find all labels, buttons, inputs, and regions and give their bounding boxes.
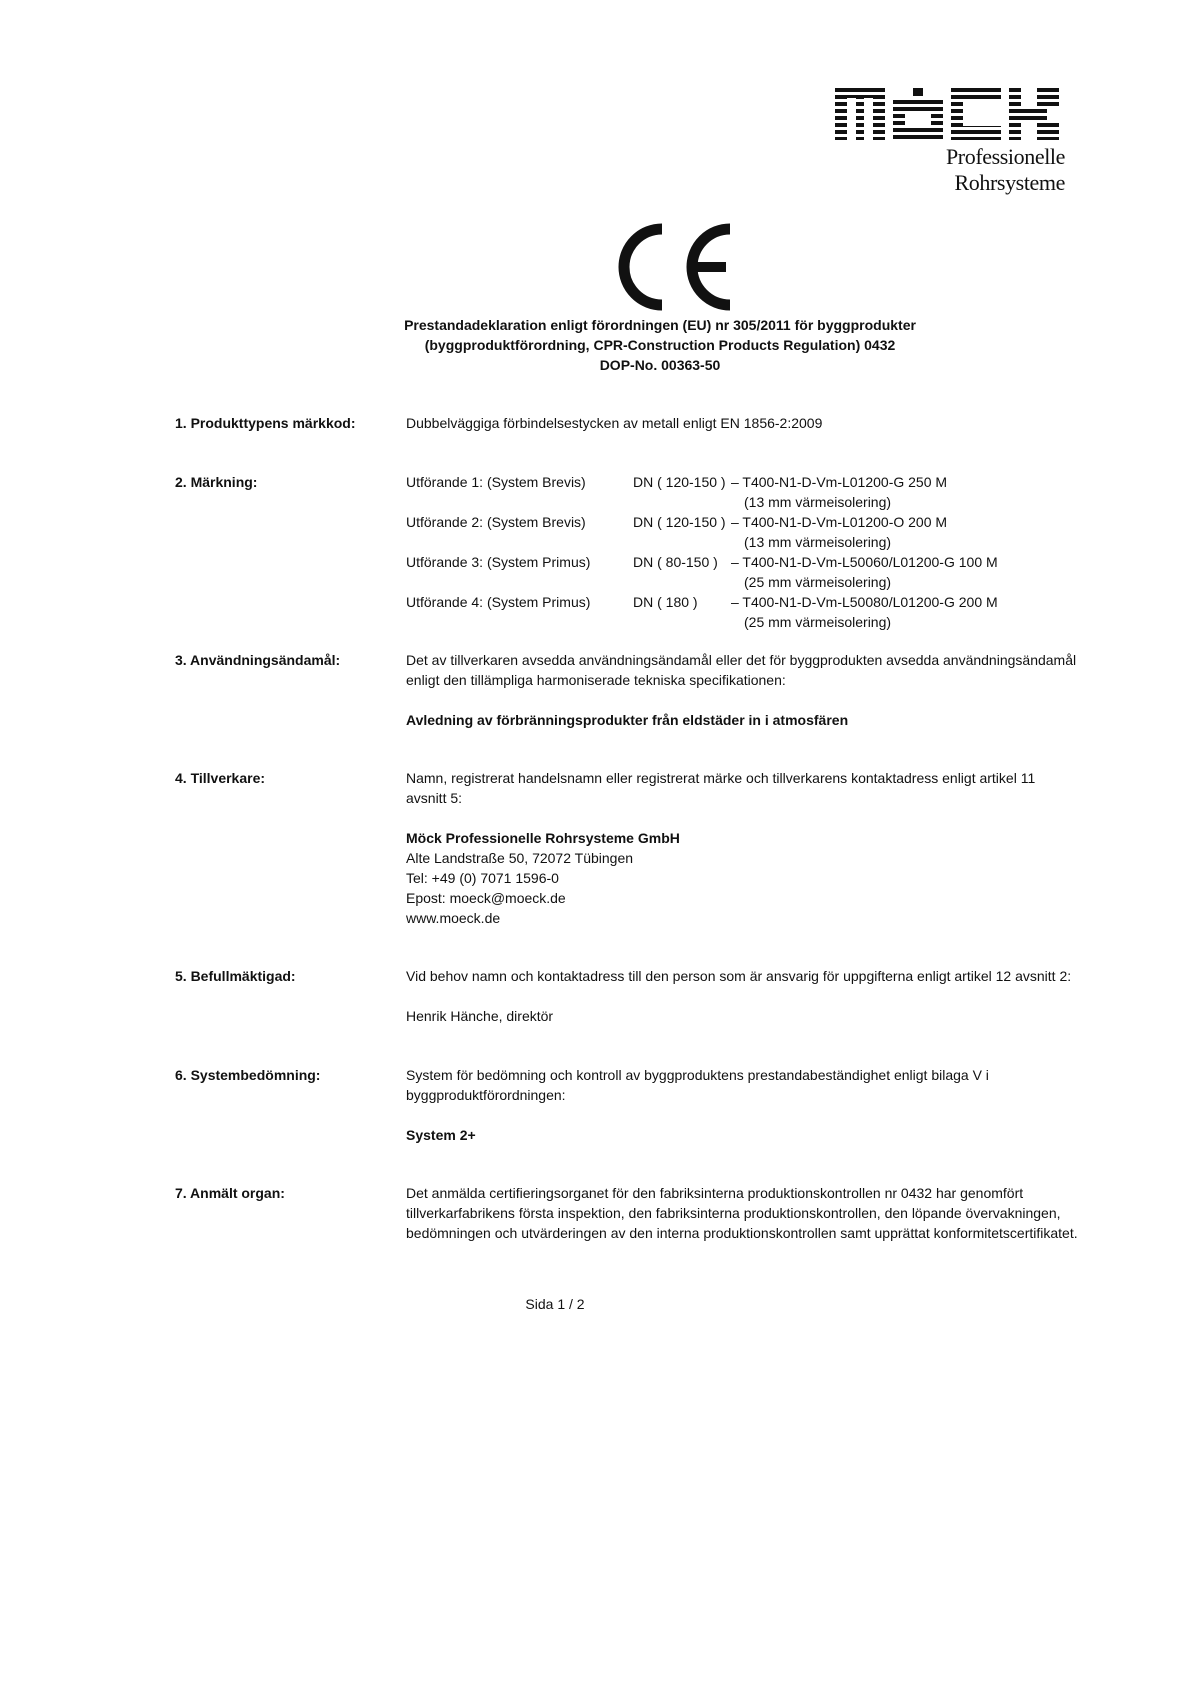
title-line-3: DOP-No. 00363-50	[599, 357, 721, 373]
variant-label: Utförande 3: (System Primus)	[406, 554, 591, 570]
marking-row	[406, 512, 1146, 532]
section-3-line-1: Det av tillverkaren avsedda användningsändamål eller det för byggprodukten avsedda användningsändamål	[406, 652, 1077, 668]
dn-value: DN ( 120-150 )	[633, 474, 726, 490]
logo-subtitle: Professionelle Rohrsysteme	[945, 144, 1065, 195]
section-4-label: 4. Tillverkare:	[175, 770, 266, 786]
section-5-label: 5. Befullmäktigad:	[175, 968, 296, 984]
manufacturer-website: www.moeck.de	[406, 910, 501, 926]
page-number: Sida 1 / 2	[525, 1296, 585, 1312]
section-4-line-2: avsnitt 5:	[406, 790, 463, 806]
manufacturer-phone: Tel: +49 (0) 7071 1596-0	[406, 870, 559, 886]
marking-code: – T400-N1-D-Vm-L50080/L01200-G 200 M	[731, 594, 998, 610]
section-1-text: Dubbelväggiga förbindelsestycken av metall enligt EN 1856-2:2009	[406, 415, 823, 431]
logo-letter-o-umlaut	[893, 88, 943, 140]
variant-label: Utförande 4: (System Primus)	[406, 594, 591, 610]
section-3-content	[406, 650, 1146, 730]
section-6-content	[406, 1065, 1146, 1145]
section-1-label: 1. Produkttypens märkkod:	[175, 415, 356, 431]
section-6-line-1: System för bedömning och kontroll av byggproduktens prestandabeständighet enligt bilaga V i	[406, 1067, 989, 1083]
section-2-label: 2. Märkning:	[175, 474, 258, 490]
section-2-marking-table	[406, 472, 1146, 632]
assessment-system: System 2+	[406, 1127, 476, 1143]
declaration-title	[300, 315, 1020, 375]
title-line-2: (byggproduktförordning, CPR-Construction Products Regulation) 0432	[424, 337, 896, 353]
marking-row	[406, 592, 1146, 612]
section-3-line-2: enligt den tillämpliga harmoniserade tekniska specifikationen:	[406, 672, 786, 688]
intended-use: Avledning av förbränningsprodukter från eldstäder in i atmosfären	[406, 712, 849, 728]
insulation-note: (13 mm värmeisolering)	[744, 494, 892, 510]
marking-code: – T400-N1-D-Vm-L01200-O 200 M	[731, 514, 948, 530]
section-7-content	[406, 1183, 1146, 1243]
variant-label: Utförande 1: (System Brevis)	[406, 474, 586, 490]
section-6-label: 6. Systembedömning:	[175, 1067, 321, 1083]
section-5-line-1: Vid behov namn och kontaktadress till den person som är ansvarig för uppgifterna enligt artikel 12 avsnitt 2:	[406, 968, 1072, 984]
manufacturer-email: Epost: moeck@moeck.de	[406, 890, 566, 906]
authorised-person: Henrik Hänche, direktör	[406, 1008, 554, 1024]
company-logo	[835, 88, 1065, 196]
insulation-note: (25 mm värmeisolering)	[744, 574, 892, 590]
dn-value: DN ( 120-150 )	[633, 514, 726, 530]
title-line-1: Prestandadeklaration enligt förordningen (EU) nr 305/2011 för byggprodukter	[404, 317, 916, 333]
insulation-note: (13 mm värmeisolering)	[744, 534, 892, 550]
manufacturer-address: Alte Landstraße 50, 72072 Tübingen	[406, 850, 634, 866]
logo-wordmark	[835, 88, 1065, 140]
ce-mark-icon	[612, 223, 736, 311]
section-4-content	[406, 768, 1146, 928]
dn-value: DN ( 80-150 )	[633, 554, 718, 570]
section-7-label: 7. Anmält organ:	[175, 1185, 285, 1201]
section-7-line-1: Det anmälda certifieringsorganet för den fabriksinterna produktionskontrollen nr 0432 har genomfört	[406, 1185, 1024, 1201]
logo-letter-k	[1009, 88, 1059, 140]
insulation-note: (25 mm värmeisolering)	[744, 614, 892, 630]
manufacturer-name: Möck Professionelle Rohrsysteme GmbH	[406, 830, 680, 846]
logo-letter-m	[835, 88, 885, 140]
section-4-line-1: Namn, registrerat handelsnamn eller registrerat märke och tillverkarens kontaktadress enligt artikel 11	[406, 770, 1036, 786]
section-7-line-3: bedömningen och utvärderingen av den interna produktionskontrollen samt upprättat konformitetscertifikatet.	[406, 1225, 1078, 1241]
marking-code: – T400-N1-D-Vm-L01200-G 250 M	[731, 474, 948, 490]
section-5-content	[406, 966, 1146, 1026]
dn-value: DN ( 180 )	[633, 594, 698, 610]
marking-row	[406, 472, 1146, 492]
marking-code: – T400-N1-D-Vm-L50060/L01200-G 100 M	[731, 554, 998, 570]
variant-label: Utförande 2: (System Brevis)	[406, 514, 586, 530]
section-3-label: 3. Användningsändamål:	[175, 652, 341, 668]
section-6-line-2: byggproduktförordningen:	[406, 1087, 566, 1103]
marking-row	[406, 552, 1146, 572]
logo-letter-c	[951, 88, 1001, 140]
section-7-line-2: tillverkarfabrikens första inspektion, den fabriksinterna produktionskontrollen, den löpande övervakningen,	[406, 1205, 1061, 1221]
